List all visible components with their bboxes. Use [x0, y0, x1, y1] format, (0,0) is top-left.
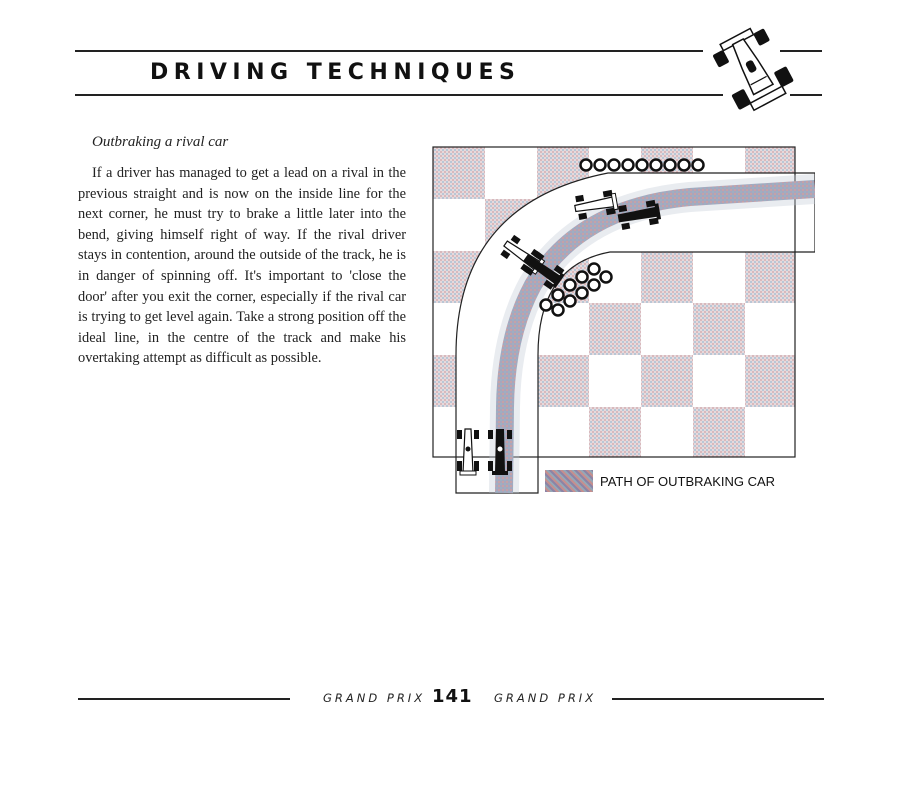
race-car-icon: [708, 20, 798, 120]
header-bottom-rule: [75, 94, 723, 96]
section-heading: Outbraking a rival car: [92, 134, 229, 150]
page-title: DRIVING TECHNIQUES: [150, 60, 521, 85]
footer-right-text: GRAND PRIX: [494, 691, 597, 705]
track-diagram: [430, 145, 815, 495]
tyre-barrier-top: [581, 160, 704, 171]
footer-left-rule: [78, 698, 290, 700]
page-number: 141: [432, 686, 473, 707]
footer-right-rule: [612, 698, 824, 700]
legend-swatch: [545, 470, 593, 492]
body-paragraph: If a driver has managed to get a lead on a rival in the previous straight and is now on the inside line for the next corner, he must try to brake a little later into the bend, giving himself right of way. If the rival driver stays in contention, around the outside of the track, he is in danger of spinning off. It's important to 'close the door' after you exit the corner, especially if the rival car is trying to get level again. Take a strong position off the ideal line, in the centre of the track and make his overtaking attempt as difficult as possible.: [78, 165, 406, 367]
footer-left-text: GRAND PRIX: [323, 691, 426, 705]
legend-label: PATH OF OUTBRAKING CAR: [600, 474, 776, 489]
header-top-rule: [75, 50, 703, 52]
